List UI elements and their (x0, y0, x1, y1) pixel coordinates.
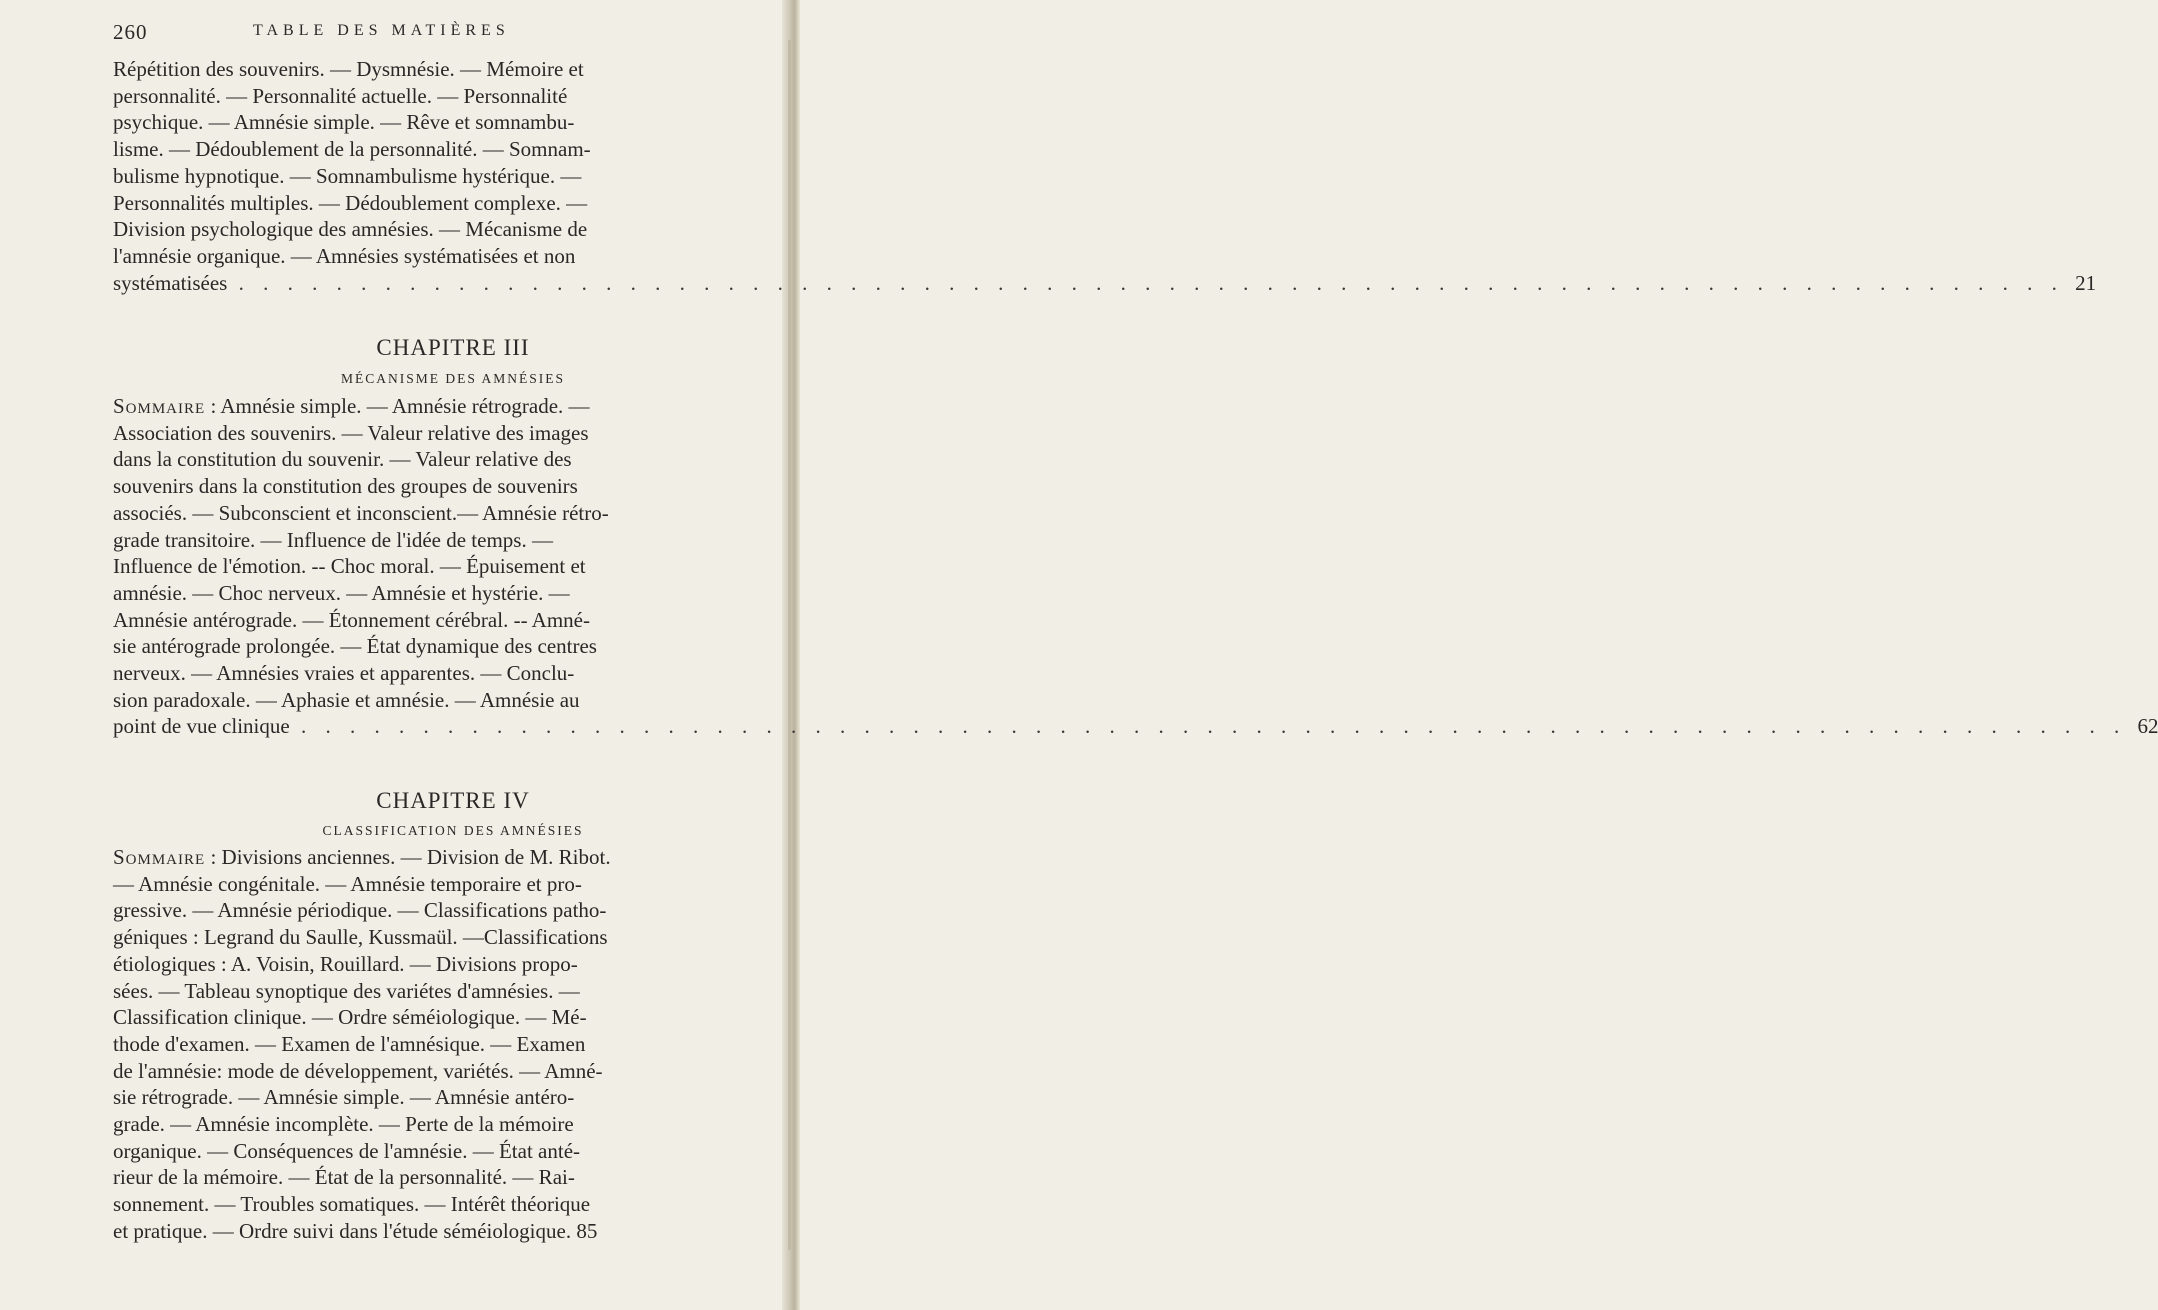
text-line: — Amnésie congénitale. — Amnésie temporaire et pro- (113, 871, 582, 896)
text-line: gressive. — Amnésie périodique. — Classifications patho- (113, 898, 607, 923)
toc-entry-last-line (113, 270, 2097, 297)
text-line-content: : Amnésie simple. — Amnésie rétrograde. — (210, 394, 590, 418)
text-line: psychique. — Amnésie simple. — Rêve et somnambu- (113, 110, 575, 135)
text-line: organique. — Conséquences de l'amnésie. — État anté- (113, 1138, 581, 1163)
text-line: dans la constitution du souvenir. — Valeur relative des (113, 447, 572, 472)
text-line: associés. — Subconscient et inconscient.— Amnésie rétro- (113, 500, 609, 525)
chapter3-summary (113, 393, 2158, 740)
chapter-title: CHAPITRE IV (376, 788, 530, 813)
text-line: sion paradoxale. — Aphasie et amnésie. — Amnésie au (113, 687, 580, 712)
text-line: étiologiques : A. Voisin, Rouillard. — Divisions propo- (113, 951, 578, 976)
text-line: sie rétrograde. — Amnésie simple. — Amnésie antéro- (113, 1085, 575, 1110)
text-line: Association des souvenirs. — Valeur relative des images (113, 420, 589, 445)
page-reference: 21 (2075, 270, 2097, 295)
toc-entry-last-line (113, 1218, 793, 1245)
text-line: sées. — Tableau synoptique des variétes d'amnésies. — (113, 978, 580, 1003)
sommaire-label: Sommaire (113, 394, 206, 418)
text-line: nerveux. — Amnésies vraies et apparentes. — Conclu- (113, 661, 575, 686)
chapter-subtitle: MÉCANISME DES AMNÉSIES (340, 371, 566, 386)
page-reference: 62 (2137, 714, 2158, 739)
text-line: géniques : Legrand du Saulle, Kussmaül. —Classifications (113, 925, 608, 950)
text-line (113, 844, 793, 871)
dot-leader (301, 714, 2126, 738)
running-title: TABLE DES MATIÈRES (253, 22, 510, 39)
text-line: l'amnésie organique. — Amnésies systématisées et non (113, 243, 576, 268)
text-line: rieur de la mémoire. — État de la personnalité. — Rai- (113, 1165, 575, 1190)
text-line: Amnésie antérograde. — Étonnement cérébral. -- Amné- (113, 607, 590, 632)
text-line: personnalité. — Personnalité actuelle. — Personnalité (113, 83, 568, 108)
text-line: et pratique. — Ordre suivi dans l'étude séméiologique. (113, 1218, 572, 1243)
text-line: thode d'examen. — Examen de l'amnésique. — Examen (113, 1031, 586, 1056)
text-line: systématisées (113, 270, 228, 295)
text-line: Division psychologique des amnésies. — Mécanisme de (113, 217, 588, 242)
text-line: amnésie. — Choc nerveux. — Amnésie et hystérie. — (113, 580, 570, 605)
text-line (113, 393, 793, 420)
chapter-subtitle: CLASSIFICATION DES AMNÉSIES (322, 823, 584, 838)
sommaire-label: Sommaire (113, 845, 206, 869)
chapter4-summary (113, 844, 793, 1245)
chapter2-summary-continuation (113, 56, 2097, 296)
text-line: Personnalités multiples. — Dédoublement complexe. — (113, 190, 588, 215)
text-line: point de vue clinique (113, 714, 290, 739)
page-reference: 85 (576, 1218, 598, 1243)
text-line: lisme. — Dédoublement de la personnalité. — Somnam- (113, 137, 591, 162)
text-line: souvenirs dans la constitution des groupes de souvenirs (113, 474, 578, 499)
chapter-title: CHAPITRE III (376, 335, 530, 360)
text-line: grade transitoire. — Influence de l'idée de temps. — (113, 527, 553, 552)
text-line: bulisme hypnotique. — Somnambulisme hystérique. — (113, 163, 582, 188)
text-line-content: : Divisions anciennes. — Division de M. Ribot. (210, 845, 611, 869)
text-line: sie antérograde prolongée. — État dynamique des centres (113, 634, 597, 659)
page-header (113, 20, 793, 50)
toc-entry-last-line (113, 713, 2158, 740)
page-number: 260 (113, 20, 148, 44)
text-line: Répétition des souvenirs. — Dysmnésie. — Mémoire et (113, 57, 584, 81)
text-line: de l'amnésie: mode de développement, variétés. — Amné- (113, 1058, 603, 1083)
text-line: Classification clinique. — Ordre séméiologique. — Mé- (113, 1005, 587, 1030)
dot-leader (239, 271, 2064, 295)
text-line: grade. — Amnésie incomplète. — Perte de la mémoire (113, 1112, 574, 1137)
text-line: sonnement. — Troubles somatiques. — Intérêt théorique (113, 1192, 591, 1217)
text-line: Influence de l'émotion. -- Choc moral. — Épuisement et (113, 554, 586, 579)
